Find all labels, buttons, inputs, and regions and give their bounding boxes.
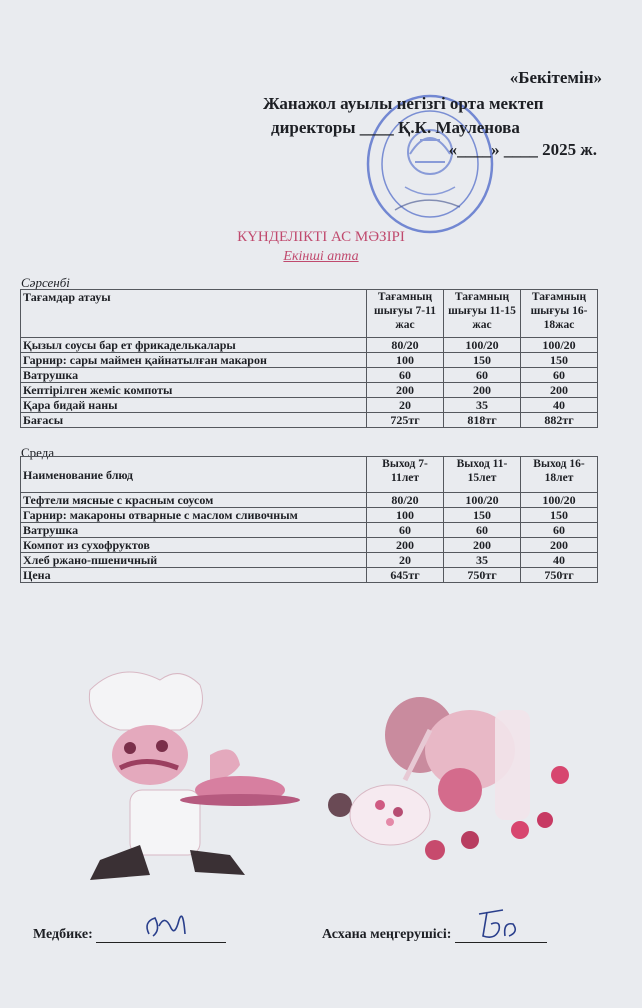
portion-11-15: 35 — [444, 553, 521, 568]
portion-11-15: 150 — [444, 508, 521, 523]
canteen-head-signature-line — [455, 928, 547, 943]
signature-canteen-head — [322, 927, 547, 943]
portion-11-15: 200 — [444, 538, 521, 553]
menu-table-kazakh — [20, 289, 598, 428]
signature-nurse — [33, 927, 226, 943]
portion-7-11: 60 — [367, 523, 444, 538]
header-dish: Наименование блюд — [21, 457, 367, 493]
handwritten-signature-canteen — [473, 902, 523, 944]
dish-name: Кептірілген жеміс компоты — [21, 383, 367, 398]
dish-name: Тефтели мясные с красным соусом — [21, 493, 367, 508]
canteen-head-label: Асхана меңгерушісі: — [322, 927, 452, 942]
dish-name: Ватрушка — [21, 523, 367, 538]
day-label-kazakh: Сәрсенбі — [21, 275, 70, 290]
portion-7-11: 20 — [367, 398, 444, 413]
menu-table-russian — [20, 456, 598, 583]
header-age-11-15: Тағамның шығуы 11-15 жас — [444, 290, 521, 338]
dish-name: Ватрушка — [21, 368, 367, 383]
price-7-11: 725тг — [367, 413, 444, 428]
portion-7-11: 100 — [367, 353, 444, 368]
portion-11-15: 100/20 — [444, 338, 521, 353]
portion-11-15: 35 — [444, 398, 521, 413]
dish-name: Компот из сухофруктов — [21, 538, 367, 553]
header-age-16-18: Выход 16-18лет — [521, 457, 598, 493]
table-row — [21, 368, 598, 383]
table-row — [21, 493, 598, 508]
page-title: КҮНДЕЛІКТІ АС МӘЗІРІ — [237, 229, 405, 245]
portion-7-11: 80/20 — [367, 338, 444, 353]
table-row — [21, 353, 598, 368]
table-row — [21, 553, 598, 568]
portion-11-15: 150 — [444, 353, 521, 368]
portion-7-11: 100 — [367, 508, 444, 523]
table-row — [21, 398, 598, 413]
portion-11-15: 60 — [444, 523, 521, 538]
price-label: Бағасы — [21, 413, 367, 428]
table-row — [21, 538, 598, 553]
header-age-16-18: Тағамның шығуы 16-18жас — [521, 290, 598, 338]
food-illustration — [320, 680, 595, 875]
price-11-15: 750тг — [444, 568, 521, 583]
table-header-row — [21, 457, 598, 493]
dish-name: Қызыл соусы бар ет фрикаделькалары — [21, 338, 367, 353]
header-age-11-15: Выход 11-15лет — [444, 457, 521, 493]
price-7-11: 645тг — [367, 568, 444, 583]
page-subtitle: Екінші апта — [283, 249, 359, 264]
portion-16-18: 100/20 — [521, 338, 598, 353]
header-age-7-11: Тағамның шығуы 7-11 жас — [367, 290, 444, 338]
header-dish: Тағамдар атауы — [21, 290, 367, 338]
portion-16-18: 200 — [521, 383, 598, 398]
portion-16-18: 40 — [521, 553, 598, 568]
portion-11-15: 60 — [444, 368, 521, 383]
price-16-18: 882тг — [521, 413, 598, 428]
dish-name: Гарнир: сары маймен қайнатылған макарон — [21, 353, 367, 368]
portion-16-18: 60 — [521, 523, 598, 538]
approval-block — [0, 66, 642, 176]
price-11-15: 818тг — [444, 413, 521, 428]
handwritten-signature-nurse — [141, 904, 191, 944]
portion-7-11: 60 — [367, 368, 444, 383]
nurse-signature-line — [96, 928, 226, 943]
portion-16-18: 40 — [521, 398, 598, 413]
portion-11-15: 200 — [444, 383, 521, 398]
portion-16-18: 200 — [521, 538, 598, 553]
approval-line-4: «____» ____ 2025 ж. — [448, 140, 597, 159]
table-header-row — [21, 290, 598, 338]
portion-7-11: 200 — [367, 383, 444, 398]
portion-16-18: 150 — [521, 508, 598, 523]
day-label-russian: Среда — [21, 445, 55, 460]
approval-line-3: директоры ____ Қ.К. Мауленова — [271, 118, 520, 137]
price-16-18: 750тг — [521, 568, 598, 583]
portion-11-15: 100/20 — [444, 493, 521, 508]
price-row — [21, 568, 598, 583]
table-row — [21, 523, 598, 538]
portion-7-11: 20 — [367, 553, 444, 568]
price-row — [21, 413, 598, 428]
price-label: Цена — [21, 568, 367, 583]
portion-16-18: 60 — [521, 368, 598, 383]
table-row — [21, 383, 598, 398]
header-age-7-11: Выход 7-11лет — [367, 457, 444, 493]
table-row — [21, 338, 598, 353]
chef-illustration — [60, 660, 300, 890]
nurse-label: Медбике: — [33, 927, 93, 942]
portion-16-18: 100/20 — [521, 493, 598, 508]
portion-16-18: 150 — [521, 353, 598, 368]
dish-name: Хлеб ржано-пшеничный — [21, 553, 367, 568]
table-row — [21, 508, 598, 523]
dish-name: Гарнир: макароны отварные с маслом сливочным — [21, 508, 367, 523]
dish-name: Қара бидай наны — [21, 398, 367, 413]
approval-line-2: Жанажол ауылы негізгі орта мектеп — [263, 94, 544, 113]
portion-7-11: 80/20 — [367, 493, 444, 508]
portion-7-11: 200 — [367, 538, 444, 553]
approval-line-1: «Бекітемін» — [509, 68, 602, 87]
